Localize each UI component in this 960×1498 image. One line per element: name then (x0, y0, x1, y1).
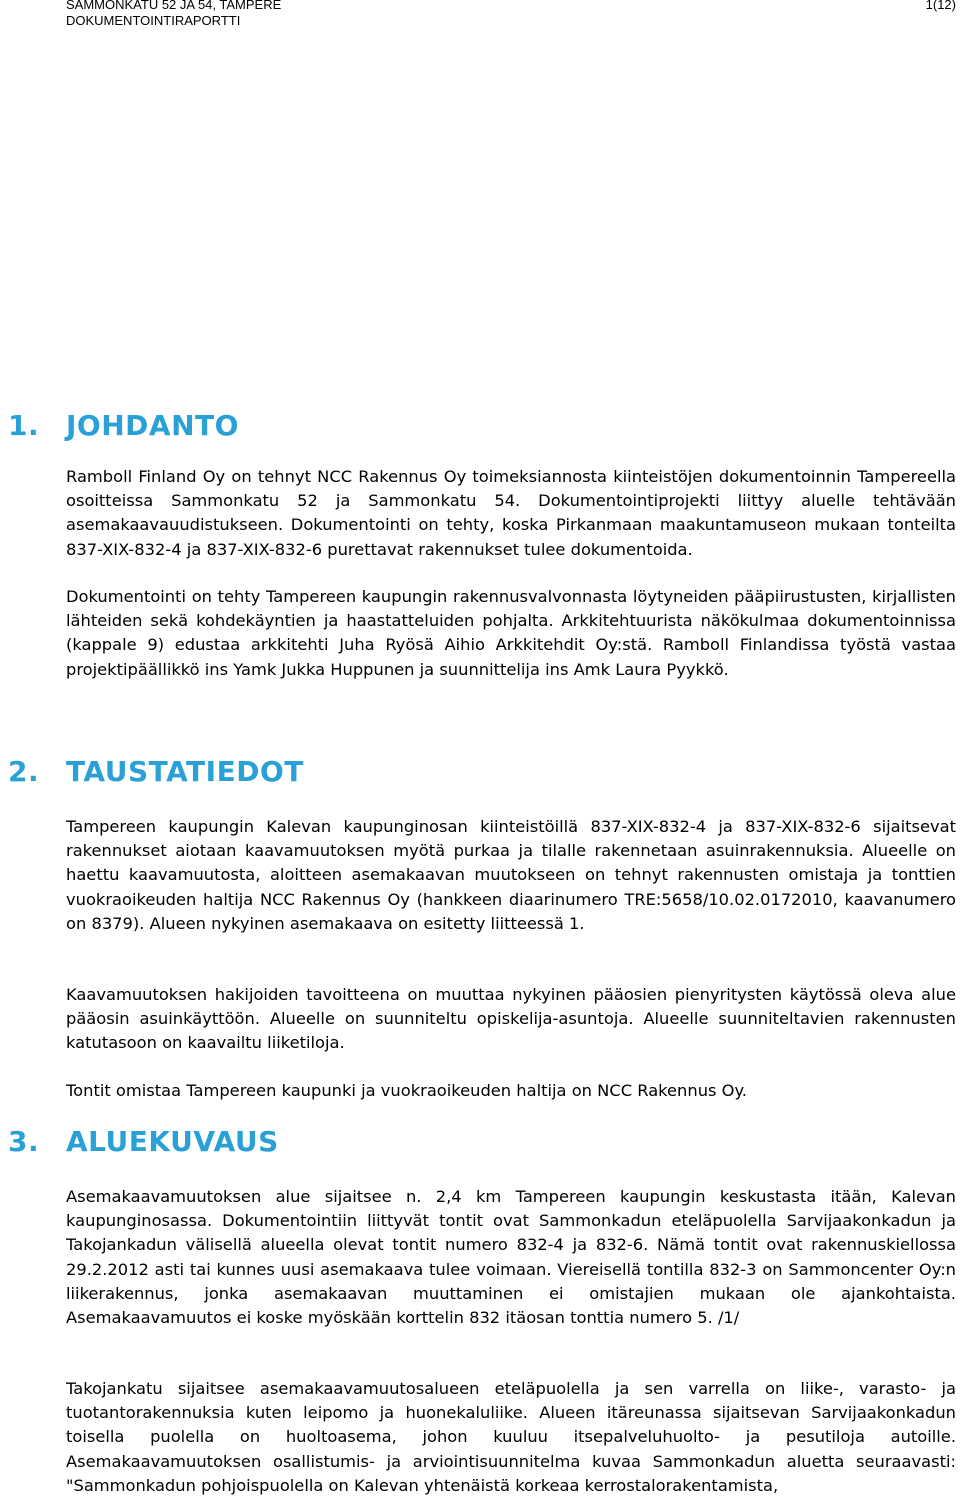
page-header (66, 0, 956, 29)
section-heading-taustatiedot (8, 755, 304, 789)
section-number: 2. (8, 755, 40, 788)
section-heading-johdanto (8, 409, 239, 443)
header-title: SAMMONKATU 52 JA 54, TAMPERE (66, 0, 282, 12)
paragraph: Ramboll Finland Oy on tehnyt NCC Rakennus Oy toimeksiannosta kiinteistöjen dokumentoinnin Tampereella osoitteissa Sammonkatu 52 ja Sammonkatu 54. Dokumentointiprojekti liittyy aluelle tehtävään asemakaavauudistukseen. Dokumentointi on tehty, koska Pirkanmaan maakuntamuseon mukaan tonteilta 837-XIX-832-4 ja 837-XIX-832-6 purettavat rakennukset tulee dokumentoida. (66, 467, 956, 559)
section-number: 3. (8, 1125, 40, 1158)
paragraph: Tontit omistaa Tampereen kaupunki ja vuokraoikeuden haltija on NCC Rakennus Oy. (66, 1081, 747, 1100)
section-number: 1. (8, 409, 40, 442)
paragraph: Tampereen kaupungin Kalevan kaupunginosan kiinteistöillä 837-XIX-832-4 ja 837-XIX-832-6 sijaitsevat rakennukset aiotaan kaavamuutoksen myötä purkaa ja tilalle rakennetaan asuinrakennuksia. Alueelle on haettu kaavamuutosta, aloitteen asemakaavan muutokseen on tehnyt rakennusten omistaja ja tonttien vuokraoikeuden haltija NCC Rakennus Oy (hankkeen diaarinumero TRE:5658/10.02.0172010, kaavanumero on 8379). Alueen nykyinen asemakaava on esitetty liitteessä 1. (66, 817, 956, 933)
paragraph: Kaavamuutoksen hakijoiden tavoitteena on muuttaa nykyinen pääosien pienyritysten käytössä oleva alue pääosin asuinkäyttöön. Alueelle on suunniteltu opiskelija-asuntoja. Alueelle suunniteltavien rakennusten katutasoon on kaavailtu liiketiloja. (66, 985, 956, 1053)
paragraph: Takojankatu sijaitsee asemakaavamuutosalueen eteläpuolella ja sen varrella on liike-, varasto- ja tuotantorakennuksia kuten leipomo ja huonekaluliike. Alueen itäreunassa sijaitsevan Sarvijaakonkadun toisella puolella on huoltoasema, johon kuuluu itsepalveluhuolto- ja pesutiloja autoille. Asemakaavamuutoksen osallistumis- ja arviointisuunnitelma kuvaa Sammonkadun aluetta seuraavasti: "Sammonkadun pohjoispuolella on Kalevan yhtenäistä korkeaa kerrostalorakentamista, (66, 1379, 956, 1495)
section-title: JOHDANTO (66, 409, 239, 442)
section-title: TAUSTATIEDOT (66, 755, 304, 788)
paragraph: Asemakaavamuutoksen alue sijaitsee n. 2,4 km Tampereen kaupungin keskustasta itään, Kalevan kaupunginosassa. Dokumentointiin liittyvät tontit ovat Sammonkadun eteläpuolella Sarvijaakonkadun ja Takojankadun välisellä alueella olevat tontit numero 832-4 ja 832-6. Nämä tontit ovat rakennuskiellossa 29.2.2012 asti tai kunnes uusi asemakaava tulee voimaan. Viereisellä tontilla 832-3 on Sammoncenter Oy:n liikerakennus, jonka asemakaavan muuttaminen ei omistajien mukaan ole ajankohtaista. Asemakaavamuutos ei koske myöskään korttelin 832 itäosan tonttia numero 5. /1/ (66, 1187, 956, 1328)
header-subtitle: DOKUMENTOINTIRAPORTTI (66, 13, 241, 28)
section-heading-aluekuvaus (8, 1125, 279, 1159)
paragraph: Dokumentointi on tehty Tampereen kaupungin rakennusvalvonnasta löytyneiden pääpiirustusten, kirjallisten lähteiden sekä kohdekäyntien ja haastatteluiden pohjalta. Arkkitehtuurista näkökulmaa dokumentoinnissa (kappale 9) edustaa arkkitehti Juha Ryösä Aihio Arkkitehdit Oy:stä. Ramboll Finlandissa työstä vastaa projektipäällikkö ins Yamk Jukka Huppunen ja suunnittelija ins Amk Laura Pyykkö. (66, 587, 956, 679)
section-title: ALUEKUVAUS (66, 1125, 279, 1158)
page-number: 1(12) (925, 0, 956, 12)
